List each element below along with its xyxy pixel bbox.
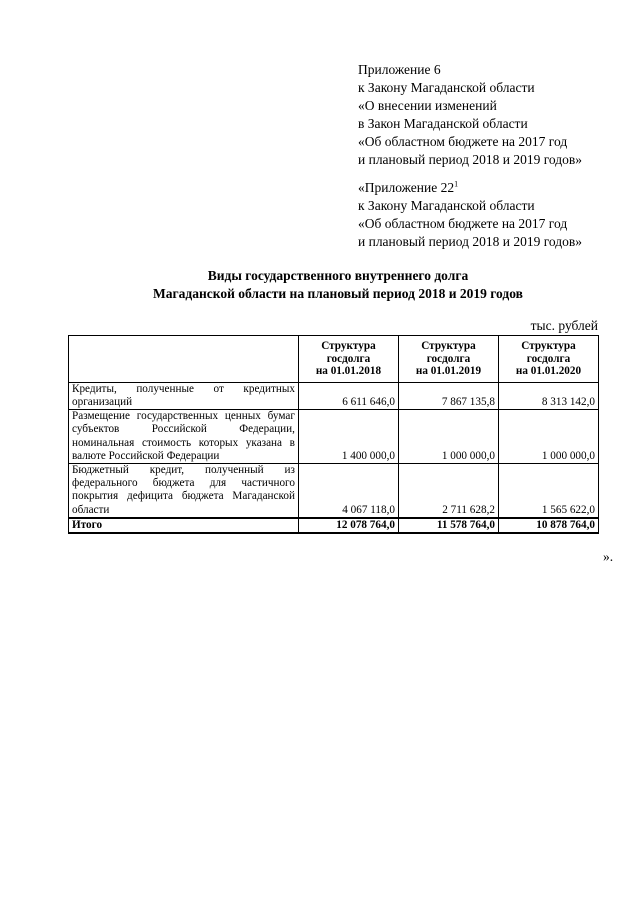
- row-value: 1 565 622,0: [498, 464, 598, 518]
- row-value: 4 067 118,0: [298, 464, 398, 518]
- total-value: 11 578 764,0: [398, 518, 498, 533]
- column-header-line: Структура: [321, 340, 376, 352]
- annex-6-line: «О внесении изменений: [358, 98, 497, 113]
- row-value: 1 000 000,0: [398, 410, 498, 464]
- annex-22-superscript: 1: [454, 179, 459, 189]
- annex-6-line: Приложение 6: [358, 62, 441, 77]
- total-row: [69, 518, 599, 533]
- row-value: 7 867 135,8: [398, 382, 498, 409]
- annex-22-line: к Закону Магаданской области: [358, 198, 535, 213]
- column-header-line: госдолга: [426, 352, 471, 365]
- annex-22-line: и плановый период 2018 и 2019 годов»: [358, 234, 583, 249]
- column-header-2020: [498, 336, 598, 383]
- row-name: Размещение государственных ценных бумаг субъектов Российской Федерации, номинальная стоимость которых указана в валюте Российской Федерации: [69, 410, 299, 464]
- total-value: 12 078 764,0: [298, 518, 398, 533]
- closing-quote: ».: [603, 549, 614, 564]
- header-empty-cell: [69, 336, 299, 383]
- column-header-line: Структура: [521, 340, 576, 352]
- total-label: Итого: [69, 518, 299, 533]
- units-label: тыс. рублей: [530, 318, 598, 333]
- column-header-line: на 01.01.2020: [515, 365, 582, 378]
- total-value: 10 878 764,0: [498, 518, 598, 533]
- row-value: 2 711 628,2: [398, 464, 498, 518]
- annex-6-line: «Об областном бюджете на 2017 год: [358, 134, 568, 149]
- title-line-2: Магаданской области на плановый период 2018 и 2019 годов: [153, 286, 523, 301]
- row-name: Кредиты, полученные от кредитных организаций: [69, 382, 299, 409]
- column-header-2018: [298, 336, 398, 383]
- row-value: 6 611 646,0: [298, 382, 398, 409]
- column-header-line: Структура: [421, 340, 476, 352]
- annex-22-first-line: [358, 179, 582, 197]
- column-header-line: на 01.01.2019: [415, 365, 482, 378]
- table-header-row: [69, 336, 599, 383]
- column-header-line: на 01.01.2018: [315, 365, 382, 378]
- document-title: [68, 267, 608, 303]
- annex-22-label: «Приложение 22: [358, 180, 455, 195]
- table-row: [69, 382, 599, 409]
- annex-6-line: и плановый период 2018 и 2019 годов»: [358, 152, 583, 167]
- table-row: [69, 410, 599, 464]
- row-name: Бюджетный кредит, полученный из федерального бюджета для частичного покрытия дефицита бюджета Магаданской области: [69, 464, 299, 518]
- annex-6-line: к Закону Магаданской области: [358, 80, 535, 95]
- annex-6-line: в Закон Магаданской области: [358, 116, 528, 131]
- column-header-line: госдолга: [326, 352, 371, 365]
- row-value: 1 400 000,0: [298, 410, 398, 464]
- column-header-2019: [398, 336, 498, 383]
- row-value: 1 000 000,0: [498, 410, 598, 464]
- row-value: 8 313 142,0: [498, 382, 598, 409]
- title-line-1: Виды государственного внутреннего долга: [207, 268, 469, 283]
- table-row: [69, 464, 599, 518]
- annex-6-header: [358, 61, 582, 169]
- annex-22-line: «Об областном бюджете на 2017 год: [358, 216, 568, 231]
- annex-22-header: [358, 179, 582, 251]
- column-header-line: госдолга: [526, 352, 571, 365]
- debt-table: [68, 335, 599, 534]
